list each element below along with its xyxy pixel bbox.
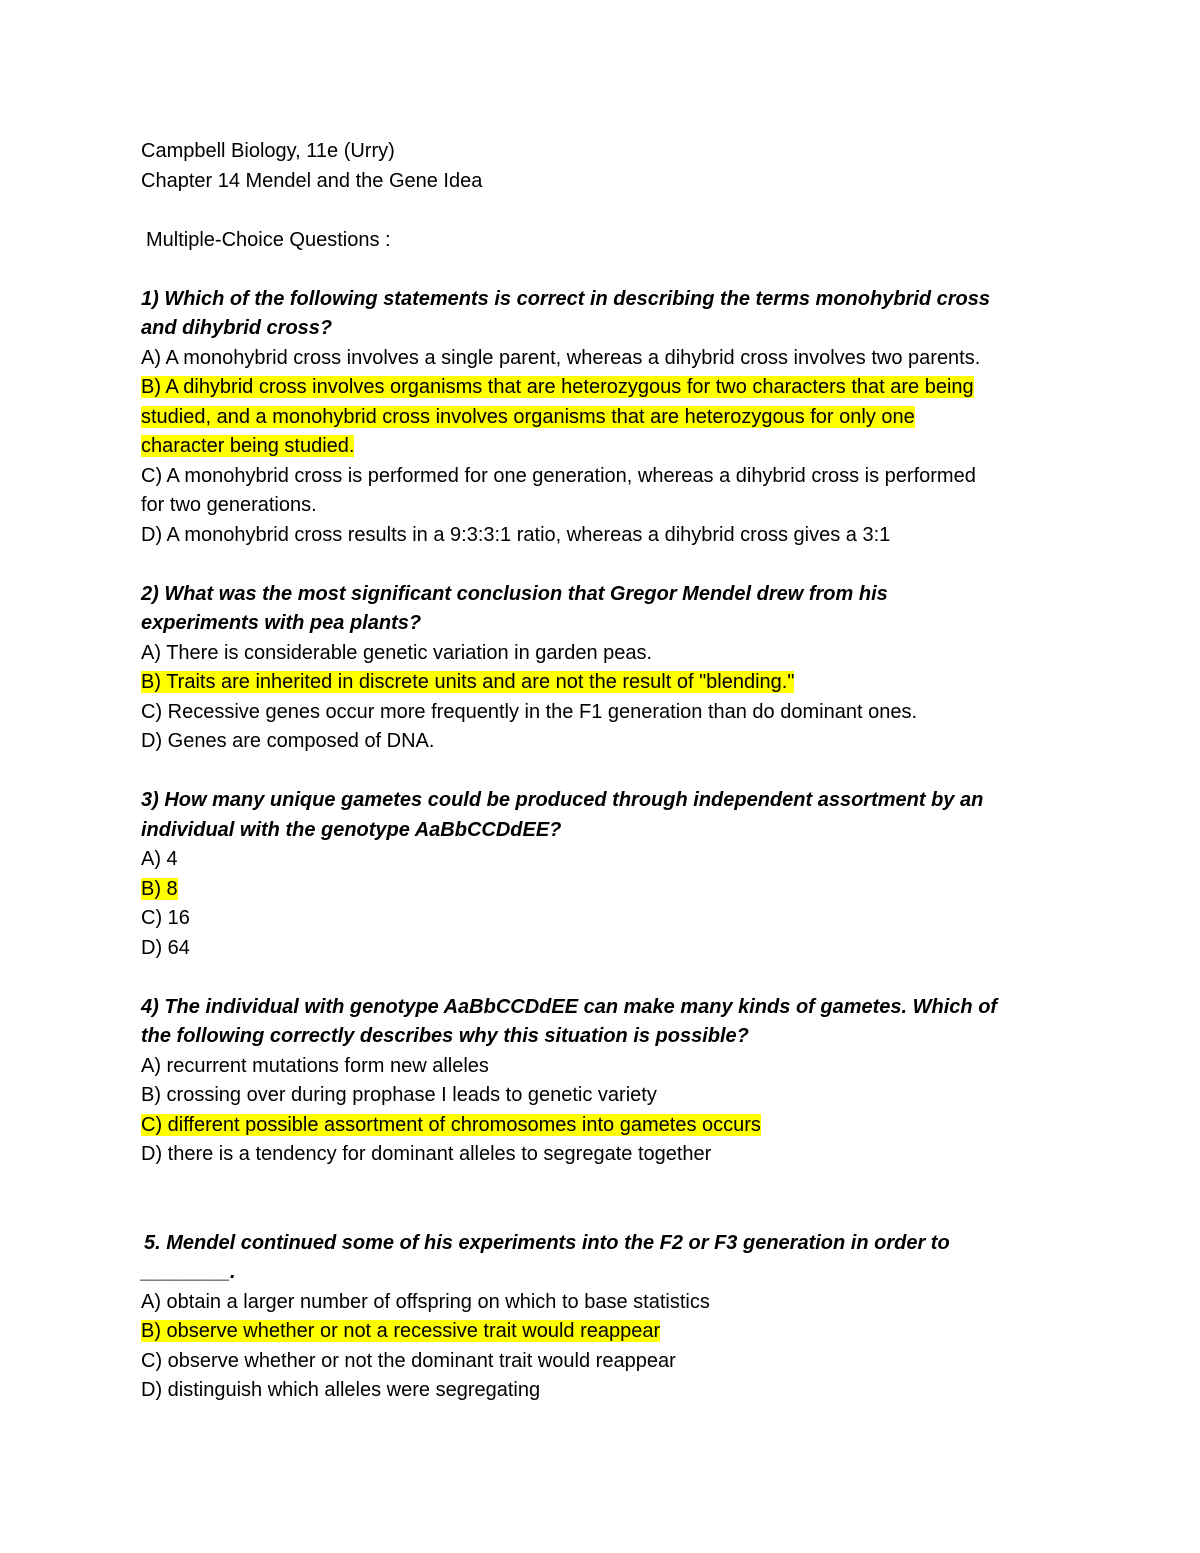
option-text: C) 16 xyxy=(141,907,190,929)
question-2 xyxy=(141,580,1101,757)
highlighted-answer: B) 8 xyxy=(141,877,178,900)
highlighted-answer: B) A dihybrid cross involves organisms that are heterozygous for two characters that are being xyxy=(141,376,974,398)
option-text: A) obtain a larger number of offspring on which to base statistics xyxy=(141,1290,710,1313)
question-3-option-b xyxy=(141,875,1101,905)
question-2-stem-line-1: 2) What was the most significant conclusion that Gregor Mendel drew from his xyxy=(141,582,888,605)
question-1-stem-line-2: and dihybrid cross? xyxy=(141,317,333,339)
question-3-stem-line-1: 3) How many unique gametes could be produced through independent assortment by an xyxy=(141,789,984,811)
question-4 xyxy=(141,993,1101,1170)
option-text: D) Genes are composed of DNA. xyxy=(141,730,435,752)
question-1-option-b-line-2 xyxy=(141,403,1101,433)
question-2-option-d xyxy=(141,727,1101,757)
question-1-stem-line-1: 1) Which of the following statements is correct in describing the terms monohybrid cross xyxy=(141,287,991,310)
option-text: C) Recessive genes occur more frequently in the F1 generation than do dominant ones. xyxy=(141,700,917,723)
option-text: A) recurrent mutations form new alleles xyxy=(141,1054,489,1077)
question-2-option-a xyxy=(141,639,1101,669)
option-text: D) 64 xyxy=(141,936,190,959)
option-text: D) there is a tendency for dominant alleles to segregate together xyxy=(141,1143,712,1165)
question-3 xyxy=(141,786,1101,963)
option-text: A) A monohybrid cross involves a single parent, whereas a dihybrid cross involves two parents. xyxy=(141,346,981,369)
question-5-stem-line-2: ________. xyxy=(141,1261,236,1283)
question-1-option-a xyxy=(141,344,1101,374)
question-2-option-b xyxy=(141,668,1101,698)
section-heading: Multiple-Choice Questions : xyxy=(146,228,391,251)
option-text: C) A monohybrid cross is performed for one generation, whereas a dihybrid cross is performed xyxy=(141,464,976,487)
question-2-option-c xyxy=(141,698,1101,728)
question-5-option-b xyxy=(141,1317,1101,1347)
question-4-option-d xyxy=(141,1140,1101,1170)
book-title: Campbell Biology, 11e (Urry) xyxy=(141,140,395,162)
highlighted-answer: B) Traits are inherited in discrete units and are not the result of "blending." xyxy=(141,671,795,693)
option-text: B) crossing over during prophase I leads to genetic variety xyxy=(141,1084,657,1106)
question-3-option-d xyxy=(141,934,1101,964)
question-1-option-b-line-1 xyxy=(141,373,1101,403)
option-text: C) observe whether or not the dominant trait would reappear xyxy=(141,1349,676,1372)
question-1-option-b-line-3 xyxy=(141,432,1101,462)
question-3-stem-line-2: individual with the genotype AaBbCCDdEE? xyxy=(141,818,562,841)
question-1 xyxy=(141,285,1101,551)
question-4-stem-line-1: 4) The individual with genotype AaBbCCDdEE can make many kinds of gametes. Which of xyxy=(141,995,998,1018)
question-1-option-c-line-2 xyxy=(141,491,1101,521)
highlighted-answer: studied, and a monohybrid cross involves organisms that are heterozygous for only one xyxy=(141,405,915,428)
highlighted-answer: C) different possible assortment of chromosomes into gametes occurs xyxy=(141,1113,761,1136)
question-5-option-a xyxy=(141,1288,1101,1318)
question-5 xyxy=(141,1229,1101,1406)
question-1-option-d xyxy=(141,521,1101,551)
question-3-option-c xyxy=(141,904,1101,934)
option-text: A) There is considerable genetic variation in garden peas. xyxy=(141,641,653,664)
question-4-stem-line-2: the following correctly describes why this situation is possible? xyxy=(141,1025,749,1047)
question-4-option-a xyxy=(141,1052,1101,1082)
question-3-option-a xyxy=(141,845,1101,875)
question-4-option-c xyxy=(141,1111,1101,1141)
question-4-option-b xyxy=(141,1081,1101,1111)
option-text: A) 4 xyxy=(141,848,178,870)
document-page xyxy=(141,137,1101,1406)
highlighted-answer: B) observe whether or not a recessive trait would reappear xyxy=(141,1320,661,1342)
question-1-option-c-line-1 xyxy=(141,462,1101,492)
option-text: for two generations. xyxy=(141,494,317,516)
question-5-option-c xyxy=(141,1347,1101,1377)
question-5-option-d xyxy=(141,1376,1101,1406)
option-text: D) A monohybrid cross results in a 9:3:3:1 ratio, whereas a dihybrid cross gives a 3:1 xyxy=(141,523,891,546)
highlighted-answer: character being studied. xyxy=(141,435,355,457)
question-2-stem-line-2: experiments with pea plants? xyxy=(141,612,422,634)
question-5-stem-line-1: 5. Mendel continued some of his experiments into the F2 or F3 generation in order to xyxy=(144,1231,950,1254)
option-text: D) distinguish which alleles were segregating xyxy=(141,1379,541,1401)
chapter-title: Chapter 14 Mendel and the Gene Idea xyxy=(141,169,483,192)
